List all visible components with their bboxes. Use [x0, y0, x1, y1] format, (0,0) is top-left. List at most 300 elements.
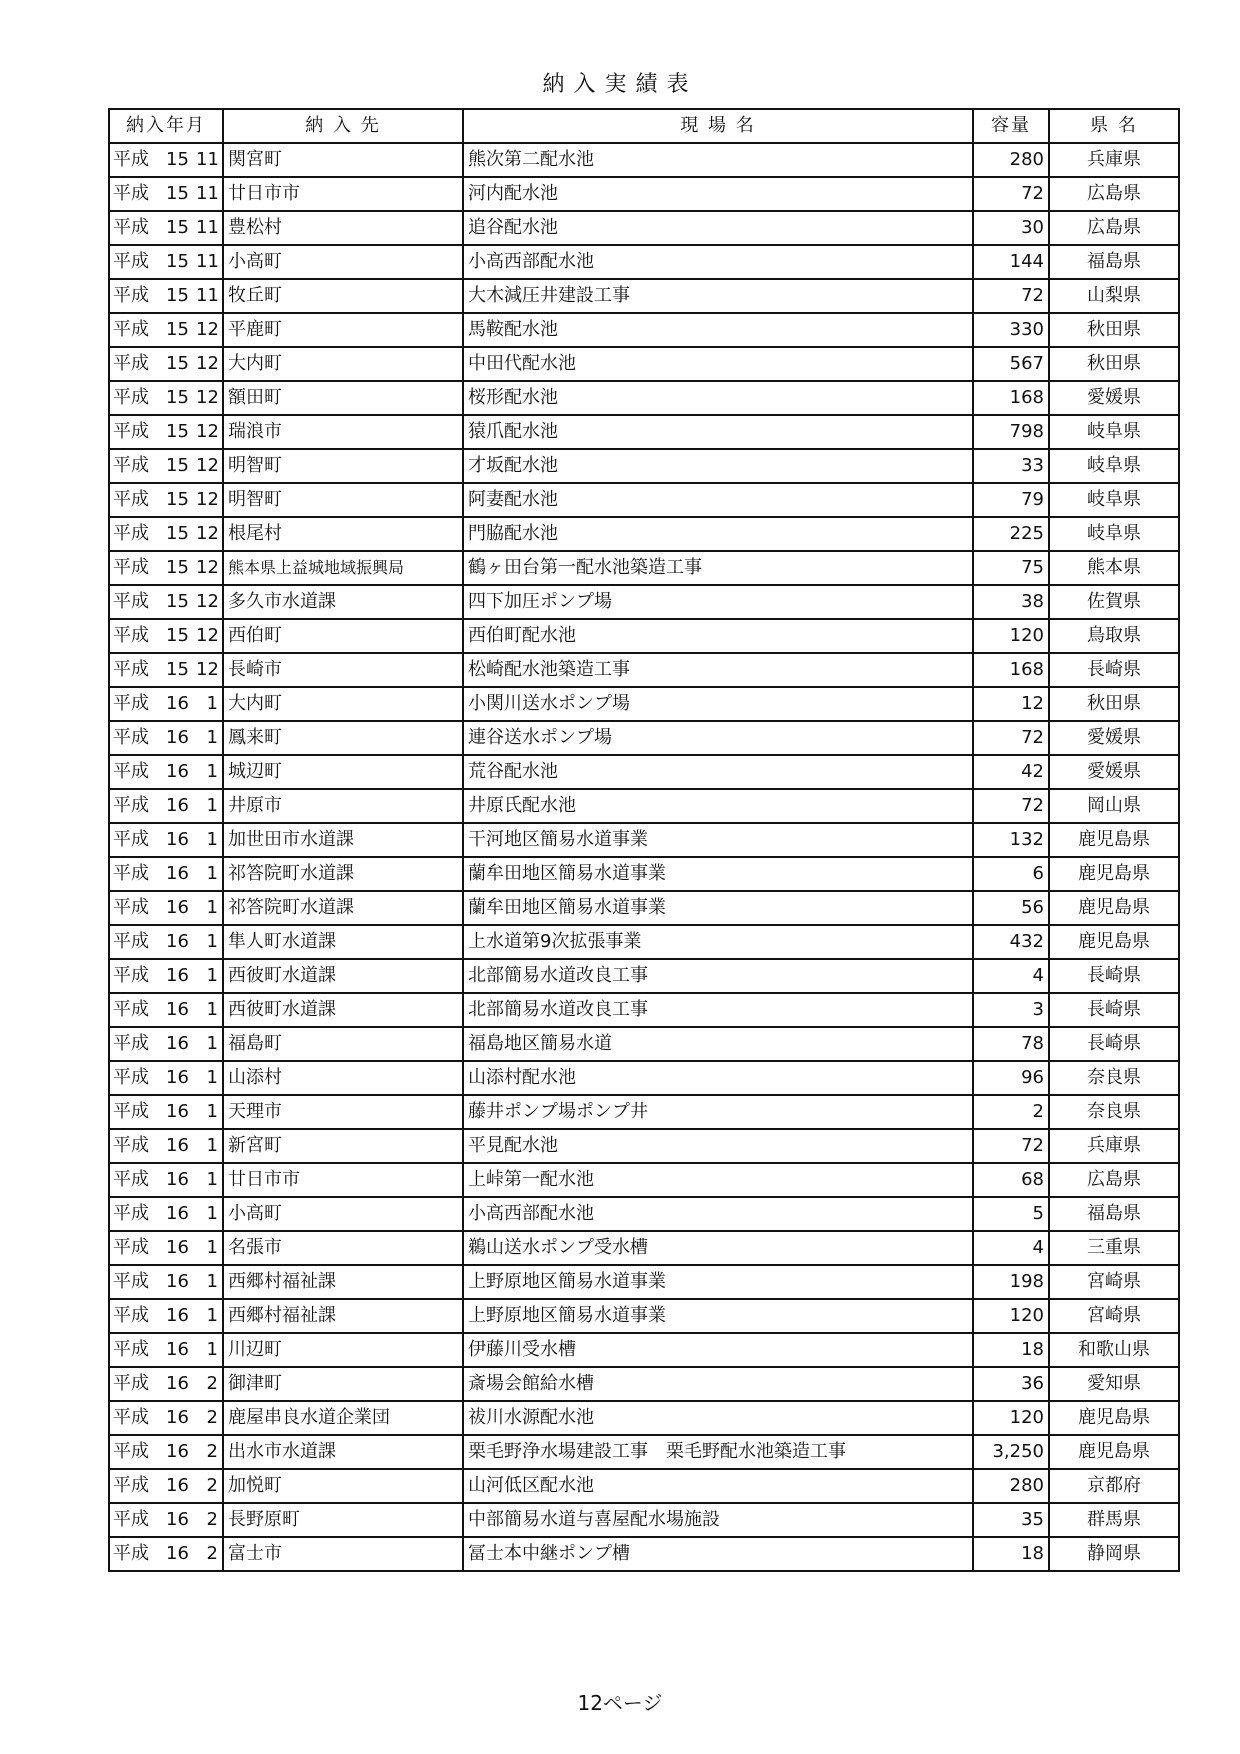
prefecture-cell: 宮崎県 [1049, 1299, 1179, 1333]
capacity-cell: 120 [973, 619, 1049, 653]
site-name-cell: 藤井ポンプ場ポンプ井 [463, 1095, 973, 1129]
table-row [109, 1061, 1179, 1095]
prefecture-cell: 静岡県 [1049, 1537, 1179, 1571]
era-text: 平成 [113, 1509, 149, 1530]
month-text: 2 [206, 1407, 218, 1428]
site-name-cell: 上野原地区簡易水道事業 [463, 1265, 973, 1299]
delivery-date-cell [109, 143, 223, 177]
client-cell: 隼人町水道課 [223, 925, 463, 959]
delivery-date-cell [109, 483, 223, 517]
era-text: 平成 [113, 353, 149, 374]
era-text: 平成 [113, 1033, 149, 1054]
site-name-cell: 北部簡易水道改良工事 [463, 993, 973, 1027]
capacity-cell: 4 [973, 1231, 1049, 1265]
client-cell: 山添村 [223, 1061, 463, 1095]
capacity-cell: 78 [973, 1027, 1049, 1061]
year-text: 15 [166, 183, 189, 204]
year-text: 16 [166, 1135, 189, 1156]
site-name-cell: 小高西部配水池 [463, 1197, 973, 1231]
client-cell: 天理市 [223, 1095, 463, 1129]
site-name-cell: 上峠第一配水池 [463, 1163, 973, 1197]
month-text: 12 [196, 319, 219, 340]
year-text: 16 [166, 863, 189, 884]
client-cell: 瑞浪市 [223, 415, 463, 449]
table-row [109, 1095, 1179, 1129]
site-name-cell: 北部簡易水道改良工事 [463, 959, 973, 993]
year-text: 15 [166, 455, 189, 476]
year-text: 16 [166, 795, 189, 816]
site-name-cell: 河内配水池 [463, 177, 973, 211]
delivery-date-cell [109, 857, 223, 891]
site-name-cell: 祓川水源配水池 [463, 1401, 973, 1435]
delivery-date-cell [109, 891, 223, 925]
table-row [109, 1129, 1179, 1163]
header-prefecture: 県 名 [1049, 109, 1179, 143]
header-site: 現 場 名 [463, 109, 973, 143]
site-name-cell: 上野原地区簡易水道事業 [463, 1299, 973, 1333]
delivery-date-cell [109, 381, 223, 415]
capacity-cell: 30 [973, 211, 1049, 245]
month-text: 1 [206, 1101, 218, 1122]
client-cell: 富士市 [223, 1537, 463, 1571]
year-text: 15 [166, 489, 189, 510]
site-name-cell: 小関川送水ポンプ場 [463, 687, 973, 721]
table-row [109, 585, 1179, 619]
client-cell: 福島町 [223, 1027, 463, 1061]
capacity-cell: 567 [973, 347, 1049, 381]
table-row [109, 143, 1179, 177]
era-text: 平成 [113, 1237, 149, 1258]
client-cell: 新宮町 [223, 1129, 463, 1163]
year-text: 15 [166, 149, 189, 170]
era-text: 平成 [113, 965, 149, 986]
month-text: 1 [206, 1203, 218, 1224]
capacity-cell: 5 [973, 1197, 1049, 1231]
capacity-cell: 72 [973, 1129, 1049, 1163]
site-name-cell: 蘭牟田地区簡易水道事業 [463, 891, 973, 925]
client-cell: 長崎市 [223, 653, 463, 687]
era-text: 平成 [113, 761, 149, 782]
capacity-cell: 280 [973, 143, 1049, 177]
site-name-cell: 追谷配水池 [463, 211, 973, 245]
delivery-date-cell [109, 449, 223, 483]
prefecture-cell: 長崎県 [1049, 653, 1179, 687]
capacity-cell: 68 [973, 1163, 1049, 1197]
prefecture-cell: 岐阜県 [1049, 449, 1179, 483]
year-text: 15 [166, 591, 189, 612]
site-name-cell: 井原氏配水池 [463, 789, 973, 823]
prefecture-cell: 鹿児島県 [1049, 925, 1179, 959]
capacity-cell: 144 [973, 245, 1049, 279]
client-cell: 額田町 [223, 381, 463, 415]
delivery-date-cell [109, 1401, 223, 1435]
delivery-date-cell [109, 1367, 223, 1401]
month-text: 1 [206, 1135, 218, 1156]
table-row [109, 857, 1179, 891]
capacity-cell: 12 [973, 687, 1049, 721]
prefecture-cell: 宮崎県 [1049, 1265, 1179, 1299]
delivery-date-cell [109, 1095, 223, 1129]
delivery-date-cell [109, 789, 223, 823]
era-text: 平成 [113, 183, 149, 204]
capacity-cell: 432 [973, 925, 1049, 959]
month-text: 2 [206, 1441, 218, 1462]
year-text: 16 [166, 1509, 189, 1530]
table-row [109, 925, 1179, 959]
site-name-cell: 西伯町配水池 [463, 619, 973, 653]
era-text: 平成 [113, 489, 149, 510]
capacity-cell: 36 [973, 1367, 1049, 1401]
table-row [109, 1027, 1179, 1061]
client-cell: 加悦町 [223, 1469, 463, 1503]
prefecture-cell: 秋田県 [1049, 347, 1179, 381]
table-row [109, 313, 1179, 347]
year-text: 16 [166, 965, 189, 986]
era-text: 平成 [113, 591, 149, 612]
delivery-date-cell [109, 1231, 223, 1265]
site-name-cell: 山添村配水池 [463, 1061, 973, 1095]
table-row [109, 483, 1179, 517]
delivery-date-cell [109, 755, 223, 789]
year-text: 15 [166, 659, 189, 680]
capacity-cell: 72 [973, 789, 1049, 823]
table-row [109, 1367, 1179, 1401]
table-row [109, 381, 1179, 415]
month-text: 2 [206, 1373, 218, 1394]
year-text: 16 [166, 1067, 189, 1088]
delivery-date-cell [109, 687, 223, 721]
month-text: 1 [206, 1237, 218, 1258]
table-row [109, 891, 1179, 925]
era-text: 平成 [113, 1543, 149, 1564]
prefecture-cell: 熊本県 [1049, 551, 1179, 585]
delivery-date-cell [109, 1469, 223, 1503]
delivery-date-cell [109, 959, 223, 993]
year-text: 16 [166, 1305, 189, 1326]
table-row [109, 1333, 1179, 1367]
prefecture-cell: 広島県 [1049, 177, 1179, 211]
month-text: 1 [206, 1067, 218, 1088]
month-text: 11 [196, 217, 219, 238]
capacity-cell: 330 [973, 313, 1049, 347]
prefecture-cell: 岐阜県 [1049, 517, 1179, 551]
year-text: 16 [166, 761, 189, 782]
year-text: 15 [166, 387, 189, 408]
capacity-cell: 168 [973, 653, 1049, 687]
client-cell: 西郷村福祉課 [223, 1299, 463, 1333]
capacity-cell: 18 [973, 1537, 1049, 1571]
prefecture-cell: 京都府 [1049, 1469, 1179, 1503]
month-text: 12 [196, 387, 219, 408]
prefecture-cell: 長崎県 [1049, 1027, 1179, 1061]
delivery-date-cell [109, 993, 223, 1027]
table-row [109, 177, 1179, 211]
era-text: 平成 [113, 1067, 149, 1088]
month-text: 2 [206, 1475, 218, 1496]
month-text: 12 [196, 421, 219, 442]
capacity-cell: 96 [973, 1061, 1049, 1095]
site-name-cell: 馬鞍配水池 [463, 313, 973, 347]
delivery-date-cell [109, 1503, 223, 1537]
era-text: 平成 [113, 1203, 149, 1224]
era-text: 平成 [113, 1101, 149, 1122]
year-text: 16 [166, 999, 189, 1020]
prefecture-cell: 三重県 [1049, 1231, 1179, 1265]
capacity-cell: 2 [973, 1095, 1049, 1129]
delivery-date-cell [109, 925, 223, 959]
era-text: 平成 [113, 659, 149, 680]
prefecture-cell: 和歌山県 [1049, 1333, 1179, 1367]
header-capacity: 容量 [973, 109, 1049, 143]
delivery-date-cell [109, 245, 223, 279]
era-text: 平成 [113, 727, 149, 748]
prefecture-cell: 愛媛県 [1049, 381, 1179, 415]
year-text: 15 [166, 523, 189, 544]
prefecture-cell: 奈良県 [1049, 1095, 1179, 1129]
client-cell: 御津町 [223, 1367, 463, 1401]
year-text: 16 [166, 1169, 189, 1190]
era-text: 平成 [113, 387, 149, 408]
client-cell: 井原市 [223, 789, 463, 823]
site-name-cell: 鶴ヶ田台第一配水池築造工事 [463, 551, 973, 585]
client-cell: 西彼町水道課 [223, 959, 463, 993]
prefecture-cell: 福島県 [1049, 1197, 1179, 1231]
prefecture-cell: 福島県 [1049, 245, 1179, 279]
month-text: 1 [206, 1169, 218, 1190]
table-row [109, 279, 1179, 313]
year-text: 16 [166, 1271, 189, 1292]
capacity-cell: 42 [973, 755, 1049, 789]
prefecture-cell: 鹿児島県 [1049, 1401, 1179, 1435]
client-cell: 明智町 [223, 449, 463, 483]
month-text: 12 [196, 455, 219, 476]
table-row [109, 959, 1179, 993]
site-name-cell: 松崎配水池築造工事 [463, 653, 973, 687]
prefecture-cell: 愛知県 [1049, 1367, 1179, 1401]
month-text: 2 [206, 1543, 218, 1564]
capacity-cell: 6 [973, 857, 1049, 891]
delivery-date-cell [109, 1163, 223, 1197]
capacity-cell: 280 [973, 1469, 1049, 1503]
client-cell: 祁答院町水道課 [223, 891, 463, 925]
month-text: 1 [206, 897, 218, 918]
site-name-cell: 伊藤川受水槽 [463, 1333, 973, 1367]
era-text: 平成 [113, 285, 149, 306]
site-name-cell: 斎場会館給水槽 [463, 1367, 973, 1401]
year-text: 16 [166, 1373, 189, 1394]
year-text: 16 [166, 1407, 189, 1428]
table-row [109, 1401, 1179, 1435]
era-text: 平成 [113, 557, 149, 578]
delivery-date-cell [109, 1299, 223, 1333]
month-text: 12 [196, 625, 219, 646]
client-cell: 川辺町 [223, 1333, 463, 1367]
year-text: 16 [166, 829, 189, 850]
client-cell: 祁答院町水道課 [223, 857, 463, 891]
client-cell: 鳳来町 [223, 721, 463, 755]
capacity-cell: 168 [973, 381, 1049, 415]
era-text: 平成 [113, 1339, 149, 1360]
month-text: 1 [206, 727, 218, 748]
delivery-date-cell [109, 721, 223, 755]
capacity-cell: 132 [973, 823, 1049, 857]
client-cell: 明智町 [223, 483, 463, 517]
client-cell: 根尾村 [223, 517, 463, 551]
prefecture-cell: 鹿児島県 [1049, 1435, 1179, 1469]
month-text: 1 [206, 1271, 218, 1292]
table-row [109, 789, 1179, 823]
month-text: 1 [206, 1339, 218, 1360]
month-text: 12 [196, 523, 219, 544]
month-text: 12 [196, 489, 219, 510]
year-text: 16 [166, 897, 189, 918]
era-text: 平成 [113, 217, 149, 238]
delivery-date-cell [109, 1129, 223, 1163]
table-row [109, 1503, 1179, 1537]
prefecture-cell: 兵庫県 [1049, 143, 1179, 177]
client-cell: 小高町 [223, 245, 463, 279]
prefecture-cell: 岐阜県 [1049, 415, 1179, 449]
capacity-cell: 33 [973, 449, 1049, 483]
capacity-cell: 35 [973, 1503, 1049, 1537]
capacity-cell: 3,250 [973, 1435, 1049, 1469]
capacity-cell: 72 [973, 177, 1049, 211]
site-name-cell: 中田代配水池 [463, 347, 973, 381]
site-name-cell: 上水道第9次拡張事業 [463, 925, 973, 959]
month-text: 12 [196, 591, 219, 612]
prefecture-cell: 山梨県 [1049, 279, 1179, 313]
prefecture-cell: 兵庫県 [1049, 1129, 1179, 1163]
table-row [109, 211, 1179, 245]
era-text: 平成 [113, 829, 149, 850]
year-text: 15 [166, 625, 189, 646]
table-row [109, 449, 1179, 483]
month-text: 12 [196, 557, 219, 578]
year-text: 16 [166, 1339, 189, 1360]
client-cell: 廿日市市 [223, 177, 463, 211]
year-text: 16 [166, 1475, 189, 1496]
site-name-cell: 栗毛野浄水場建設工事 栗毛野配水池築造工事 [463, 1435, 973, 1469]
month-text: 1 [206, 693, 218, 714]
capacity-cell: 56 [973, 891, 1049, 925]
client-cell: 関宮町 [223, 143, 463, 177]
delivery-date-cell [109, 653, 223, 687]
era-text: 平成 [113, 455, 149, 476]
era-text: 平成 [113, 1373, 149, 1394]
year-text: 16 [166, 693, 189, 714]
capacity-cell: 225 [973, 517, 1049, 551]
table-body [109, 143, 1179, 1571]
table-row [109, 347, 1179, 381]
capacity-cell: 798 [973, 415, 1049, 449]
year-text: 16 [166, 1101, 189, 1122]
delivery-date-cell [109, 1061, 223, 1095]
client-cell: 城辺町 [223, 755, 463, 789]
month-text: 1 [206, 829, 218, 850]
site-name-cell: 小高西部配水池 [463, 245, 973, 279]
client-cell: 豊松村 [223, 211, 463, 245]
site-name-cell: 才坂配水池 [463, 449, 973, 483]
month-text: 11 [196, 251, 219, 272]
delivery-date-cell [109, 585, 223, 619]
client-cell: 西伯町 [223, 619, 463, 653]
month-text: 12 [196, 659, 219, 680]
prefecture-cell: 岐阜県 [1049, 483, 1179, 517]
year-text: 16 [166, 1203, 189, 1224]
table-row [109, 721, 1179, 755]
table-row [109, 619, 1179, 653]
era-text: 平成 [113, 999, 149, 1020]
site-name-cell: 四下加圧ポンプ場 [463, 585, 973, 619]
year-text: 16 [166, 1033, 189, 1054]
prefecture-cell: 長崎県 [1049, 993, 1179, 1027]
prefecture-cell: 奈良県 [1049, 1061, 1179, 1095]
site-name-cell: 山河低区配水池 [463, 1469, 973, 1503]
site-name-cell: 荒谷配水池 [463, 755, 973, 789]
delivery-date-cell [109, 177, 223, 211]
table-row [109, 1265, 1179, 1299]
prefecture-cell: 愛媛県 [1049, 721, 1179, 755]
delivery-date-cell [109, 517, 223, 551]
table-row [109, 1435, 1179, 1469]
client-cell: 西彼町水道課 [223, 993, 463, 1027]
delivery-results-table [108, 108, 1180, 1572]
prefecture-cell: 佐賀県 [1049, 585, 1179, 619]
page-number: 12ページ [577, 1691, 663, 1715]
delivery-date-cell [109, 1265, 223, 1299]
capacity-cell: 72 [973, 279, 1049, 313]
site-name-cell: 平見配水池 [463, 1129, 973, 1163]
client-cell: 出水市水道課 [223, 1435, 463, 1469]
table-row [109, 1231, 1179, 1265]
client-cell: 牧丘町 [223, 279, 463, 313]
month-text: 1 [206, 863, 218, 884]
delivery-date-cell [109, 551, 223, 585]
prefecture-cell: 群馬県 [1049, 1503, 1179, 1537]
site-name-cell: 門脇配水池 [463, 517, 973, 551]
delivery-date-cell [109, 1333, 223, 1367]
capacity-cell: 75 [973, 551, 1049, 585]
era-text: 平成 [113, 251, 149, 272]
era-text: 平成 [113, 1169, 149, 1190]
prefecture-cell: 広島県 [1049, 211, 1179, 245]
prefecture-cell: 長崎県 [1049, 959, 1179, 993]
header-client: 納 入 先 [223, 109, 463, 143]
era-text: 平成 [113, 319, 149, 340]
delivery-date-cell [109, 347, 223, 381]
client-cell: 西郷村福祉課 [223, 1265, 463, 1299]
site-name-cell: 阿妻配水池 [463, 483, 973, 517]
month-text: 2 [206, 1509, 218, 1530]
header-date: 納入年月 [109, 109, 223, 143]
year-text: 15 [166, 285, 189, 306]
client-cell: 多久市水道課 [223, 585, 463, 619]
month-text: 1 [206, 931, 218, 952]
prefecture-cell: 広島県 [1049, 1163, 1179, 1197]
capacity-cell: 120 [973, 1299, 1049, 1333]
delivery-date-cell [109, 415, 223, 449]
delivery-date-cell [109, 313, 223, 347]
table-row [109, 1469, 1179, 1503]
capacity-cell: 120 [973, 1401, 1049, 1435]
year-text: 16 [166, 1543, 189, 1564]
table-row [109, 1299, 1179, 1333]
month-text: 11 [196, 285, 219, 306]
year-text: 16 [166, 1441, 189, 1462]
client-cell: 大内町 [223, 347, 463, 381]
delivery-date-cell [109, 1027, 223, 1061]
year-text: 15 [166, 251, 189, 272]
